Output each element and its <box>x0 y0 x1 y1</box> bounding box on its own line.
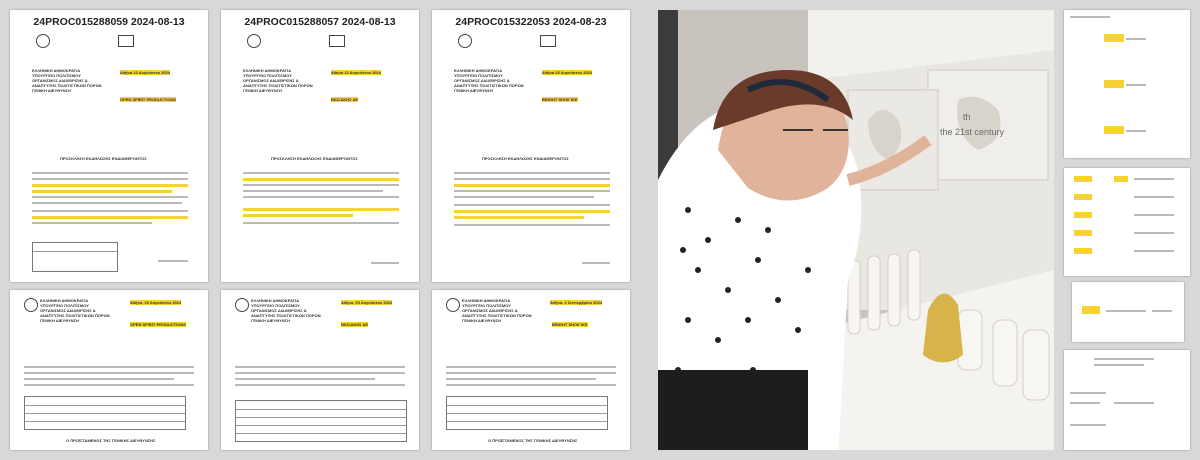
document-date: Αθήνα, 29 Αυγούστου 2024 <box>130 300 182 305</box>
document-date: Αθήνα, 29 Αυγούστου 2024 <box>341 300 393 305</box>
recipient-name: BRIGHT SHOE ΙΚΕ <box>542 97 578 102</box>
greek-emblem-icon <box>235 298 249 312</box>
greek-emblem-icon <box>247 34 261 48</box>
letterhead-line: ΕΛΛΗΝΙΚΗ ΔΗΜΟΚΡΑΤΙΑ <box>462 298 511 303</box>
document-page-1 <box>10 10 208 282</box>
document-date: Αθήνα 13 Αυγούστου 2024 <box>120 70 171 75</box>
section-title: ΠΡΟΣΚΛΗΣΗ ΕΚΔΗΛΩΣΗΣ ΕΝΔΙΑΦΕΡΟΝΤΟΣ <box>482 156 569 161</box>
thumbnail-page-4 <box>1064 350 1190 450</box>
letterhead-line: ΟΡΓΑΝΙΣΜΟΣ ΔΙΑΧΕΙΡΙΣΗΣ & <box>454 78 510 83</box>
sign-text: the 21st century <box>940 127 1005 137</box>
recipient-name: OPEN SPIRIT PRODUCTIONS <box>130 322 187 327</box>
document-page-3 <box>432 10 630 282</box>
letterhead-line: ΥΠΟΥΡΓΕΙΟ ΠΟΛΙΤΙΣΜΟΥ <box>251 303 300 308</box>
signature-title: Ο ΠΡΟΪΣΤΑΜΕΝΟΣ ΤΗΣ ΓΕΝΙΚΗΣ ΔΙΕΥΘΥΝΣΗΣ <box>488 438 578 443</box>
document-page-2 <box>221 10 419 282</box>
recipient-name: ΒΙΟΣΑΚΗΣ ΑΕ <box>341 322 369 327</box>
letterhead-line: ΑΝΑΠΤΥΞΗΣ ΠΟΛΙΤΙΣΤΙΚΩΝ ΠΟΡΩΝ <box>40 313 110 318</box>
letterhead-line: ΓΕΝΙΚΗ ΔΙΕΥΘΥΝΣΗ <box>32 88 71 93</box>
letterhead-line: ΕΛΛΗΝΙΚΗ ΔΗΜΟΚΡΑΤΙΑ <box>251 298 300 303</box>
letterhead-line: ΕΛΛΗΝΙΚΗ ΔΗΜΟΚΡΑΤΙΑ <box>32 68 81 73</box>
letterhead-line: ΥΠΟΥΡΓΕΙΟ ΠΟΛΙΤΙΣΜΟΥ <box>40 303 89 308</box>
document-code: 24PROC015288057 2024-08-13 <box>244 16 396 28</box>
document-page-5 <box>221 290 419 450</box>
letterhead-line: ΑΝΑΠΤΥΞΗΣ ΠΟΛΙΤΙΣΤΙΚΩΝ ΠΟΡΩΝ <box>32 83 102 88</box>
document-page-6 <box>432 290 630 450</box>
letterhead-line: ΕΛΛΗΝΙΚΗ ΔΗΜΟΚΡΑΤΙΑ <box>454 68 503 73</box>
letterhead-line: ΓΕΝΙΚΗ ΔΙΕΥΘΥΝΣΗ <box>243 88 282 93</box>
section-title: ΠΡΟΣΚΛΗΣΗ ΕΚΔΗΛΩΣΗΣ ΕΝΔΙΑΦΕΡΟΝΤΟΣ <box>271 156 358 161</box>
letterhead-line: ΥΠΟΥΡΓΕΙΟ ΠΟΛΙΤΙΣΜΟΥ <box>454 73 503 78</box>
letterhead-line: ΕΛΛΗΝΙΚΗ ΔΗΜΟΚΡΑΤΙΑ <box>243 68 292 73</box>
letterhead-line: ΟΡΓΑΝΙΣΜΟΣ ΔΙΑΧΕΙΡΙΣΗΣ & <box>243 78 299 83</box>
greek-emblem-icon <box>24 298 38 312</box>
exhibition-photo <box>658 10 1054 450</box>
letterhead-line: ΕΛΛΗΝΙΚΗ ΔΗΜΟΚΡΑΤΙΑ <box>40 298 89 303</box>
recipient-name: OPEN SPIRIT PRODUCTIONS <box>120 97 177 102</box>
recipient-name: ΒΙΟΣΑΚΗΣ ΑΕ <box>331 97 359 102</box>
letterhead-line: ΑΝΑΠΤΥΞΗΣ ΠΟΛΙΤΙΣΤΙΚΩΝ ΠΟΡΩΝ <box>454 83 524 88</box>
section-title: ΠΡΟΣΚΛΗΣΗ ΕΚΔΗΛΩΣΗΣ ΕΝΔΙΑΦΕΡΟΝΤΟΣ <box>60 156 147 161</box>
letterhead-line: ΟΡΓΑΝΙΣΜΟΣ ΔΙΑΧΕΙΡΙΣΗΣ & <box>462 308 518 313</box>
letterhead-line: ΥΠΟΥΡΓΕΙΟ ΠΟΛΙΤΙΣΜΟΥ <box>243 73 292 78</box>
document-code: 24PROC015322053 2024-08-23 <box>455 16 607 28</box>
greek-emblem-icon <box>446 298 460 312</box>
greek-emblem-icon <box>458 34 472 48</box>
thumbnail-page-3 <box>1072 282 1184 342</box>
document-code: 24PROC015288059 2024-08-13 <box>33 16 185 28</box>
photo-illustration <box>658 10 1054 450</box>
thumbnail-page-1 <box>1064 10 1190 158</box>
letterhead-line: ΑΝΑΠΤΥΞΗΣ ΠΟΛΙΤΙΣΤΙΚΩΝ ΠΟΡΩΝ <box>243 83 313 88</box>
letterhead-line: ΓΕΝΙΚΗ ΔΙΕΥΘΥΝΣΗ <box>454 88 493 93</box>
sign-prefix: th <box>963 112 971 122</box>
document-date: Αθήνα 13 Αυγούστου 2024 <box>331 70 382 75</box>
thumbnail-page-2 <box>1064 168 1190 276</box>
letterhead-line: ΥΠΟΥΡΓΕΙΟ ΠΟΛΙΤΙΣΜΟΥ <box>462 303 511 308</box>
letterhead-line: ΟΡΓΑΝΙΣΜΟΣ ΔΙΑΧΕΙΡΙΣΗΣ & <box>40 308 96 313</box>
signature-title: Ο ΠΡΟΪΣΤΑΜΕΝΟΣ ΤΗΣ ΓΕΝΙΚΗΣ ΔΙΕΥΘΥΝΣΗΣ <box>66 438 156 443</box>
document-date: Αθήνα 23 Αυγούστου 2024 <box>542 70 593 75</box>
letterhead-line: ΑΝΑΠΤΥΞΗΣ ΠΟΛΙΤΙΣΤΙΚΩΝ ΠΟΡΩΝ <box>251 313 321 318</box>
document-page-4 <box>10 290 208 450</box>
letterhead-line: ΟΡΓΑΝΙΣΜΟΣ ΔΙΑΧΕΙΡΙΣΗΣ & <box>251 308 307 313</box>
letterhead-line: ΓΕΝΙΚΗ ΔΙΕΥΘΥΝΣΗ <box>251 318 290 323</box>
document-date: Αθήνα, 2 Σεπτεμβρίου 2024 <box>550 300 603 305</box>
recipient-name: BRIGHT SHOE ΙΚΕ <box>552 322 588 327</box>
letterhead-line: ΓΕΝΙΚΗ ΔΙΕΥΘΥΝΣΗ <box>462 318 501 323</box>
letterhead-line: ΓΕΝΙΚΗ ΔΙΕΥΘΥΝΣΗ <box>40 318 79 323</box>
odap-logo-icon <box>540 35 556 47</box>
odap-logo-icon <box>118 35 134 47</box>
letterhead-line: ΟΡΓΑΝΙΣΜΟΣ ΔΙΑΧΕΙΡΙΣΗΣ & <box>32 78 88 83</box>
odap-logo-icon <box>329 35 345 47</box>
letterhead-line: ΥΠΟΥΡΓΕΙΟ ΠΟΛΙΤΙΣΜΟΥ <box>32 73 81 78</box>
greek-emblem-icon <box>36 34 50 48</box>
letterhead-line: ΑΝΑΠΤΥΞΗΣ ΠΟΛΙΤΙΣΤΙΚΩΝ ΠΟΡΩΝ <box>462 313 532 318</box>
